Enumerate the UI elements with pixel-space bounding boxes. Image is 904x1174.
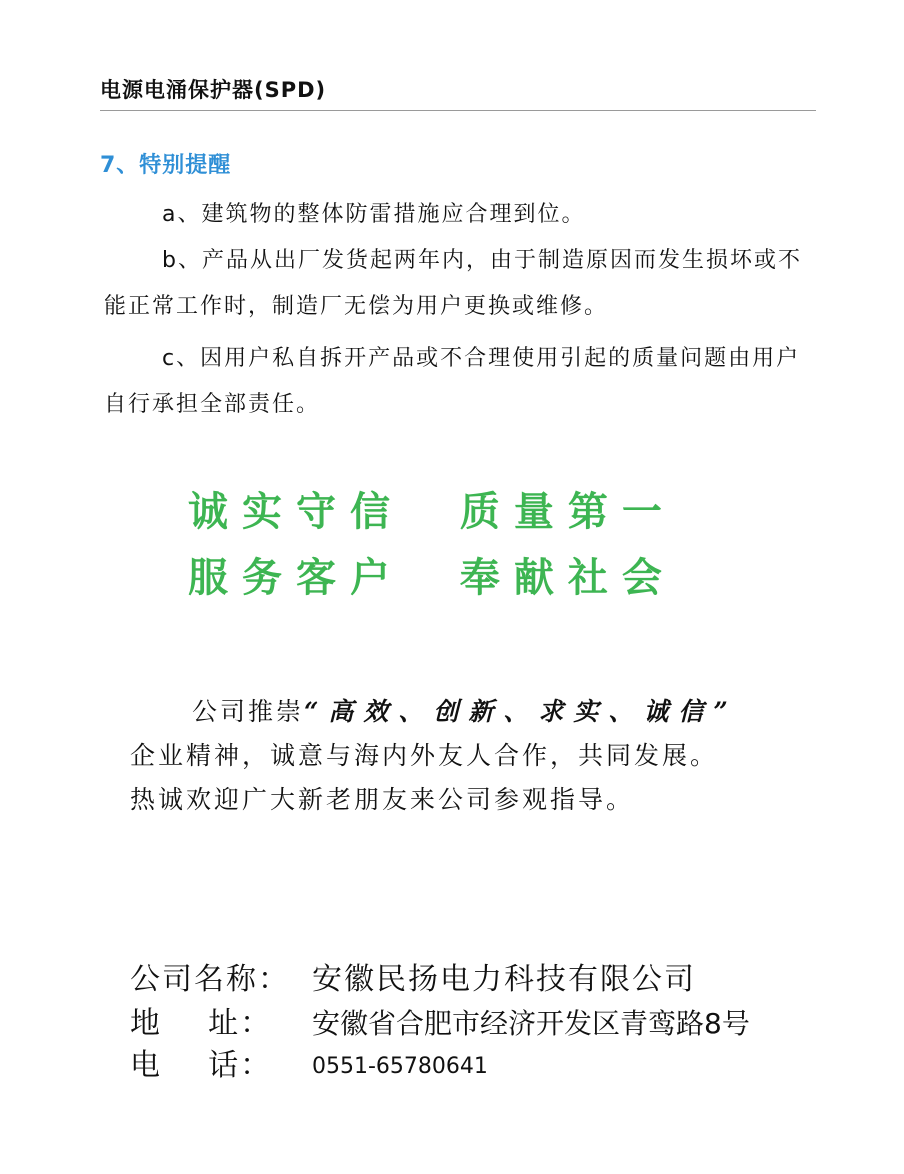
company-name-value: 安徽民扬电力科技有限公司 <box>312 962 696 997</box>
spirit-prefix: 公司推崇 <box>192 697 305 726</box>
company-address-label: 地 址： <box>130 1006 273 1041</box>
section-title: 7、特别提醒 <box>100 153 232 178</box>
company-phone-row <box>130 1040 488 1084</box>
reminder-item-a-text: a、建筑物的整体防雷措施应合理到位。 <box>162 202 586 227</box>
reminder-item-a <box>104 192 820 238</box>
company-phone-value: 0551-65780641 <box>312 1054 488 1079</box>
spirit-line-1 <box>130 690 832 734</box>
reminder-item-b <box>104 238 820 330</box>
spirit-line-2: 企业精神，诚意与海内外友人合作，共同发展。 <box>130 741 719 770</box>
company-name-label: 公司名称： <box>130 962 290 997</box>
slogan-line-1: 诚实守信 质量第一 <box>188 489 676 535</box>
company-address-row <box>130 998 750 1042</box>
reminder-item-c <box>104 336 820 428</box>
company-address-value: 安徽省合肥市经济开发区青鸾路8号 <box>312 1007 750 1040</box>
spirit-line-3: 热诚欢迎广大新老朋友来公司参观指导。 <box>130 785 635 814</box>
company-name-row <box>130 954 696 998</box>
document-header-title: 电源电涌保护器(SPD) <box>100 78 327 102</box>
reminder-item-c-text: c、因用户私自拆开产品或不合理使用引起的质量问题由用户自行承担全部责任。 <box>104 346 801 417</box>
header-divider <box>100 110 816 111</box>
company-phone-label: 电 话： <box>130 1048 273 1083</box>
slogan-line-2: 服务客户 奉献社会 <box>188 555 676 601</box>
reminder-item-b-text: b、产品从出厂发货起两年内，由于制造原因而发生损坏或不能正常工作时，制造厂无偿为用户更换或维修。 <box>104 248 802 319</box>
spirit-motto: “高效、创新、求实、诚信” <box>304 697 738 726</box>
